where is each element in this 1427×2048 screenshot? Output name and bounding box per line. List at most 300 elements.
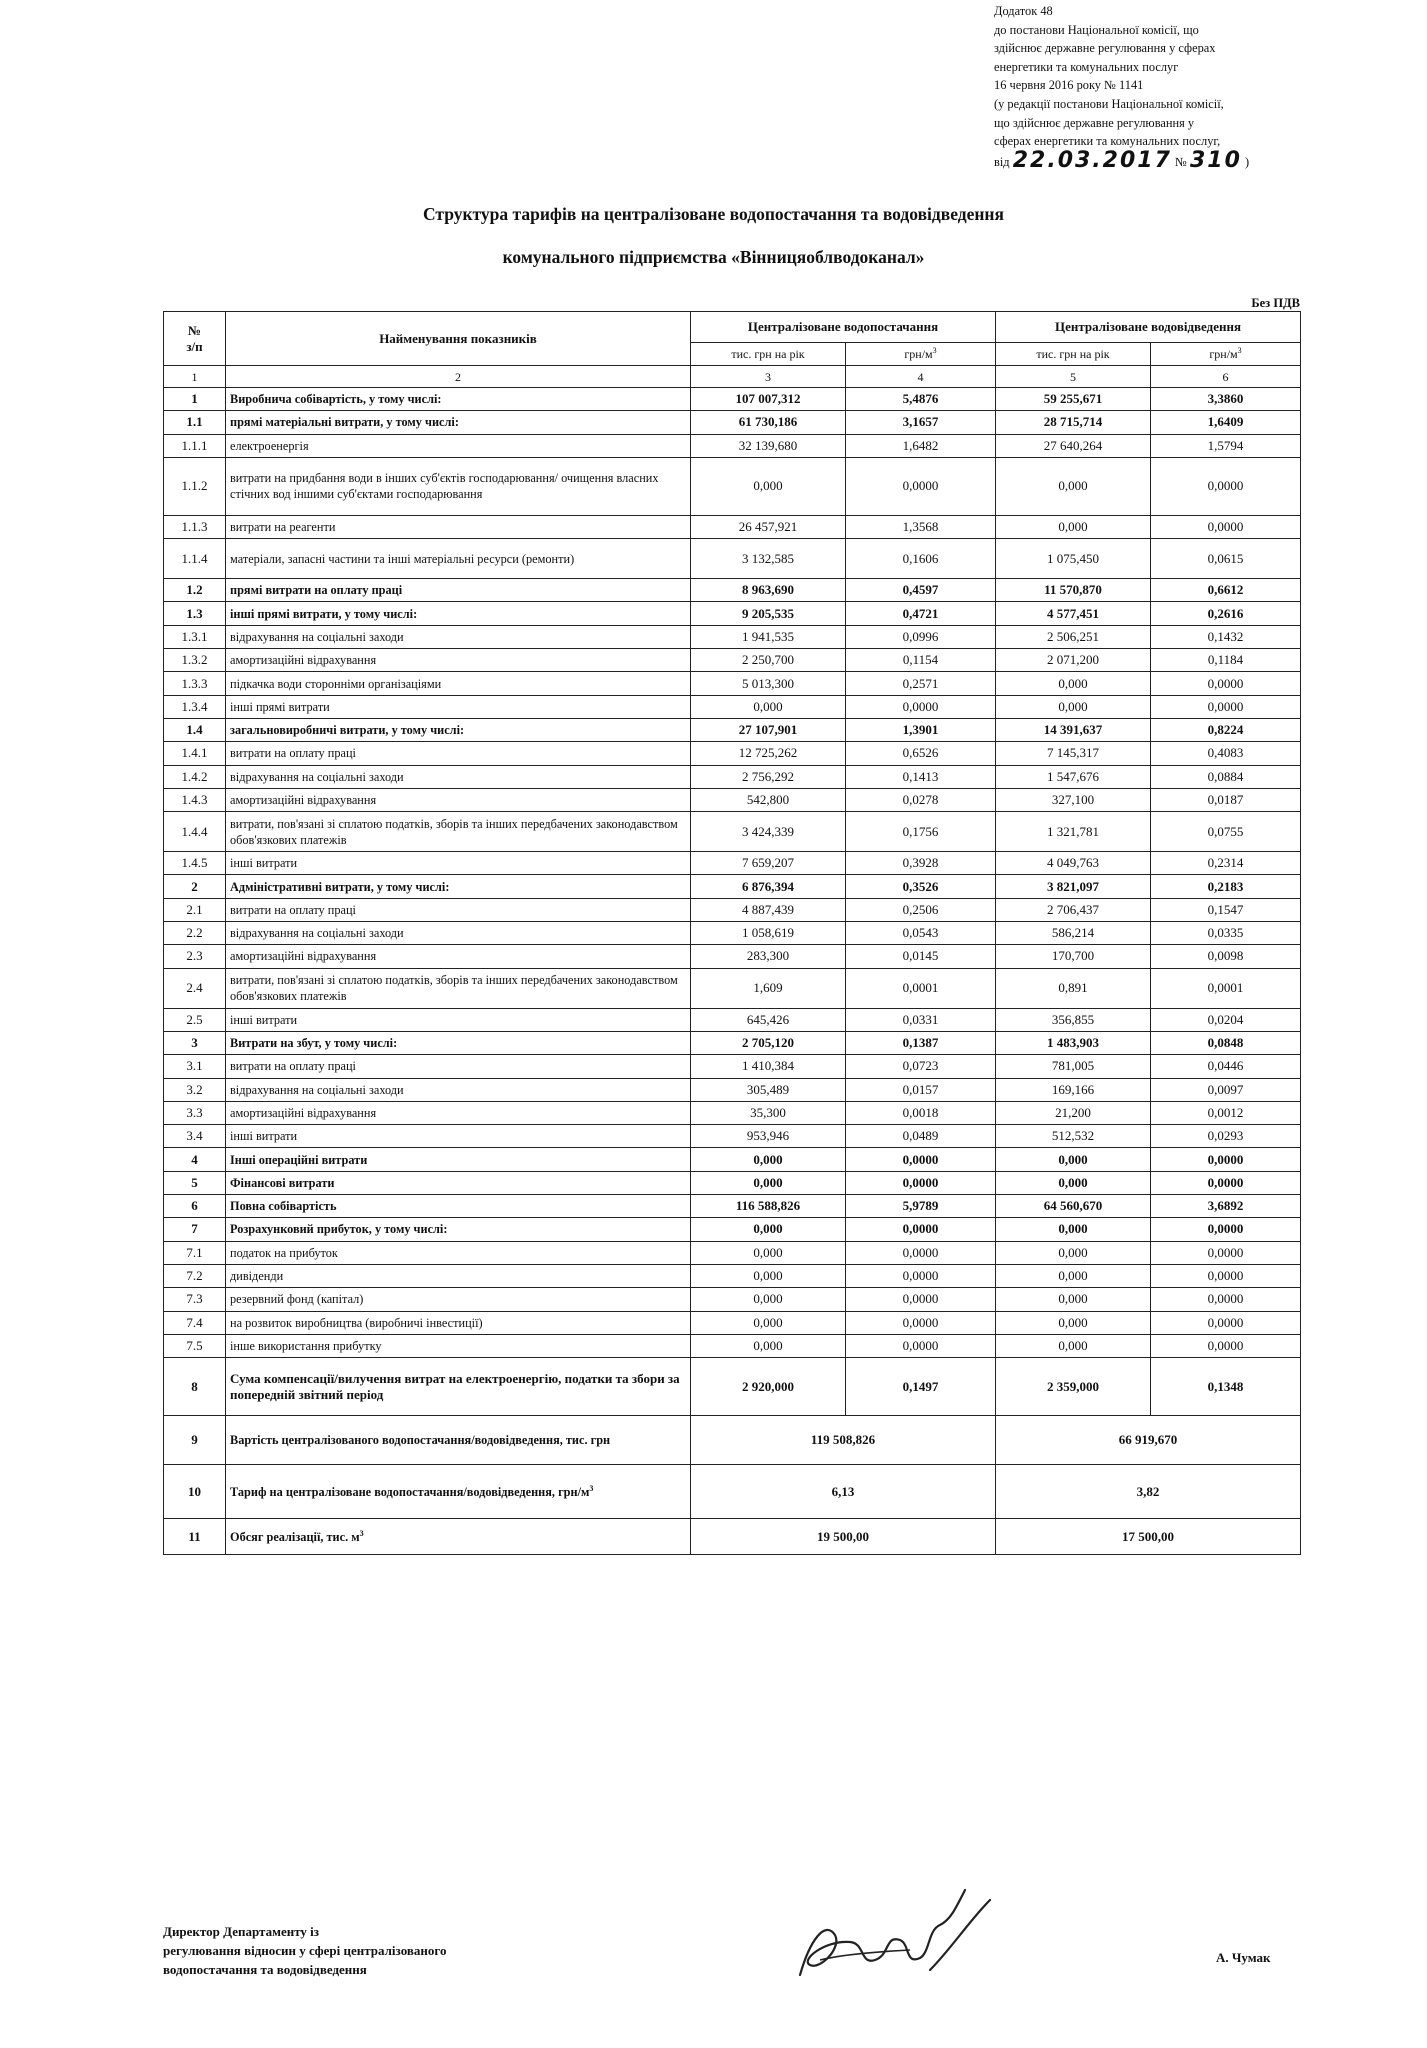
drain-thousand-value: 2 706,437 (996, 898, 1151, 921)
row-number: 10 (164, 1465, 226, 1519)
supply-per-m3-value: 0,4721 (846, 602, 996, 625)
drain-thousand-value: 0,000 (996, 457, 1151, 515)
drain-per-m3-value: 0,0000 (1151, 672, 1301, 695)
table-row-total-cost (164, 1416, 1301, 1465)
row-number: 6 (164, 1195, 226, 1218)
row-name: відрахування на соціальні заходи (226, 1078, 691, 1101)
supply-thousand-value: 283,300 (691, 945, 846, 968)
row-name: Тариф на централізоване водопостачання/водовідведення, грн/$м^3$ (226, 1465, 691, 1519)
drain-thousand-value: 4 049,763 (996, 852, 1151, 875)
row-name: витрати, пов'язані зі сплатою податків, зборів та інших передбачених законодавством обов'язкових платежів (226, 968, 691, 1008)
table-row (164, 1008, 1301, 1031)
drain-per-m3-value: 0,0000 (1151, 695, 1301, 718)
table-row (164, 539, 1301, 579)
row-number: 5 (164, 1171, 226, 1194)
row-number: 9 (164, 1416, 226, 1465)
table-row (164, 1171, 1301, 1194)
supply-thousand-value: 953,946 (691, 1125, 846, 1148)
table-row (164, 1311, 1301, 1334)
supply-per-m3-value: 1,3568 (846, 515, 996, 538)
supply-per-m3-value: 0,1756 (846, 812, 996, 852)
column-number: 4 (846, 366, 996, 388)
row-name: амортизаційні відрахування (226, 649, 691, 672)
supply-thousand-value: 3 132,585 (691, 539, 846, 579)
supply-thousand-value: 6 876,394 (691, 875, 846, 898)
drain-per-m3-value: 0,0098 (1151, 945, 1301, 968)
drain-per-m3-value: 0,8224 (1151, 718, 1301, 741)
row-name: амортизаційні відрахування (226, 945, 691, 968)
table-row (164, 742, 1301, 765)
drain-per-m3-value: 0,0755 (1151, 812, 1301, 852)
supply-per-m3-value: 0,1413 (846, 765, 996, 788)
signatory-line: регулювання відносин у сфері централізованого (163, 1943, 447, 1958)
amendment-date-line (994, 147, 1294, 173)
supply-per-m3-value: 0,0000 (846, 1334, 996, 1357)
drain-thousand-value: 0,000 (996, 1171, 1151, 1194)
supply-thousand-value: 7 659,207 (691, 852, 846, 875)
table-row (164, 1125, 1301, 1148)
drain-per-m3-value: 0,1547 (1151, 898, 1301, 921)
row-number: 1.1.4 (164, 539, 226, 579)
drain-per-m3-value: 0,0204 (1151, 1008, 1301, 1031)
handwritten-number: 310 (1189, 147, 1242, 173)
table-row (164, 625, 1301, 648)
drain-thousand-value: 7 145,317 (996, 742, 1151, 765)
supply-thousand-value: 4 887,439 (691, 898, 846, 921)
header-water-supply: Централізоване водопостачання (691, 312, 996, 343)
drain-thousand-value: 1 547,676 (996, 765, 1151, 788)
row-name: Вартість централізованого водопостачання/водовідведення, тис. грн (226, 1416, 691, 1465)
drain-per-m3-value: 0,2314 (1151, 852, 1301, 875)
drain-per-m3-value: 0,0000 (1151, 1288, 1301, 1311)
row-number: 1.4 (164, 718, 226, 741)
drain-per-m3-value: 3,3860 (1151, 388, 1301, 411)
signatory-title (163, 1922, 663, 1979)
supply-thousand-value: 35,300 (691, 1101, 846, 1124)
row-number: 7.5 (164, 1334, 226, 1357)
supply-thousand-value: 0,000 (691, 457, 846, 515)
row-name: інші витрати (226, 852, 691, 875)
row-name: прямі матеріальні витрати, у тому числі: (226, 411, 691, 434)
supply-per-m3-value: 0,1497 (846, 1358, 996, 1416)
document-title: Структура тарифів на централізоване водопостачання та водовідведення (423, 204, 1004, 224)
supply-per-m3-value: 0,0000 (846, 1148, 996, 1171)
drain-per-m3-value: 0,0000 (1151, 1264, 1301, 1287)
row-name: підкачка води сторонніми організаціями (226, 672, 691, 695)
supply-per-m3-value: 0,0018 (846, 1101, 996, 1124)
drain-per-m3-value: 0,0097 (1151, 1078, 1301, 1101)
drain-thousand-value: 0,000 (996, 1288, 1151, 1311)
supply-per-m3-value: 0,3526 (846, 875, 996, 898)
row-name: інші прямі витрати (226, 695, 691, 718)
drain-per-m3-value: 0,0446 (1151, 1055, 1301, 1078)
row-number: 3.3 (164, 1101, 226, 1124)
drain-thousand-value: 14 391,637 (996, 718, 1151, 741)
row-number: 1.1.1 (164, 434, 226, 457)
column-number: 3 (691, 366, 846, 388)
supply-thousand-value: 1 941,535 (691, 625, 846, 648)
table-row (164, 765, 1301, 788)
supply-thousand-value: 305,489 (691, 1078, 846, 1101)
drain-thousand-value: 327,100 (996, 788, 1151, 811)
row-number: 1.4.5 (164, 852, 226, 875)
supply-thousand-value: 0,000 (691, 1218, 846, 1241)
supply-per-m3-value: 0,0000 (846, 1264, 996, 1287)
signatory-name: А. Чумак (1216, 1950, 1271, 1965)
supply-thousand-value: 32 139,680 (691, 434, 846, 457)
supply-per-m3-value: 1,3901 (846, 718, 996, 741)
notice-line: енергетики та комунальних послуг (994, 59, 1179, 74)
row-name: витрати на придбання води в інших суб'єктів господарювання/ очищення власних стічних вод іншими суб'єктами господарювання (226, 457, 691, 515)
row-name: відрахування на соціальні заходи (226, 765, 691, 788)
supply-per-m3-value: 0,4597 (846, 579, 996, 602)
header-indicator-name: Найменування показників (226, 312, 691, 366)
drain-per-m3-value: 0,0000 (1151, 1311, 1301, 1334)
notice-line: до постанови Національної комісії, що (994, 22, 1199, 37)
row-name: резервний фонд (капітал) (226, 1288, 691, 1311)
row-number: 1.4.1 (164, 742, 226, 765)
column-number: 5 (996, 366, 1151, 388)
drain-per-m3-value: 0,0293 (1151, 1125, 1301, 1148)
row-number: 7.3 (164, 1288, 226, 1311)
row-name: відрахування на соціальні заходи (226, 625, 691, 648)
supply-thousand-value: 0,000 (691, 1288, 846, 1311)
table-row (164, 602, 1301, 625)
drain-per-m3-value: 0,0615 (1151, 539, 1301, 579)
drain-per-m3-value: 0,0000 (1151, 457, 1301, 515)
signatory-line: Директор Департаменту із (163, 1924, 319, 1939)
supply-thousand-value: 3 424,339 (691, 812, 846, 852)
header-drain-per-m3: грн/$м^3$ (1151, 343, 1301, 366)
drain-thousand-value: 1 321,781 (996, 812, 1151, 852)
drain-thousand-value: 64 560,670 (996, 1195, 1151, 1218)
drain-thousand-value: 1 483,903 (996, 1031, 1151, 1054)
table-row (164, 1148, 1301, 1171)
table-row (164, 1078, 1301, 1101)
table-row-sales-volume (164, 1519, 1301, 1555)
table-row-tariff (164, 1465, 1301, 1519)
closing-bracket: ) (1245, 154, 1250, 169)
header-supply-thousand-uah: тис. грн на рік (691, 343, 846, 366)
handwritten-date: 22.03.2017 (1012, 147, 1172, 173)
row-name: Повна собівартість (226, 1195, 691, 1218)
row-name: Обсяг реалізації, тис. $м^3$ (226, 1519, 691, 1555)
drain-per-m3-value: 1,5794 (1151, 434, 1301, 457)
row-number: 2.5 (164, 1008, 226, 1031)
drain-thousand-value: 512,532 (996, 1125, 1151, 1148)
row-number: 2.4 (164, 968, 226, 1008)
row-number: 1.1 (164, 411, 226, 434)
supply-thousand-value: 27 107,901 (691, 718, 846, 741)
drain-thousand-value: 21,200 (996, 1101, 1151, 1124)
drain-thousand-value: 27 640,264 (996, 434, 1151, 457)
drain-thousand-value: 0,000 (996, 1148, 1151, 1171)
appendix-notice (994, 2, 1294, 171)
supply-per-m3-value: 0,0543 (846, 922, 996, 945)
drain-per-m3-value: 0,0000 (1151, 1148, 1301, 1171)
drain-thousand-value: 0,000 (996, 1311, 1151, 1334)
row-name: витрати на оплату праці (226, 898, 691, 921)
supply-thousand-value: 5 013,300 (691, 672, 846, 695)
column-number: 6 (1151, 366, 1301, 388)
row-number: 7.1 (164, 1241, 226, 1264)
drain-thousand-value: 781,005 (996, 1055, 1151, 1078)
row-name: Інші операційні витрати (226, 1148, 691, 1171)
signatory-line: водопостачання та водовідведення (163, 1962, 367, 1977)
supply-thousand-value: 0,000 (691, 1171, 846, 1194)
table-row (164, 411, 1301, 434)
drain-per-m3-value: 0,0000 (1151, 515, 1301, 538)
supply-per-m3-value: 0,0157 (846, 1078, 996, 1101)
drain-per-m3-value: 0,6612 (1151, 579, 1301, 602)
supply-thousand-value: 2 250,700 (691, 649, 846, 672)
column-number-row (164, 366, 1301, 388)
supply-value: 119 508,826 (691, 1416, 996, 1465)
supply-thousand-value: 0,000 (691, 1264, 846, 1287)
row-name: електроенергія (226, 434, 691, 457)
header-number-sub: з/п (186, 338, 203, 354)
supply-thousand-value: 1,609 (691, 968, 846, 1008)
supply-thousand-value: 61 730,186 (691, 411, 846, 434)
supply-per-m3-value: 0,0145 (846, 945, 996, 968)
row-number: 1.3 (164, 602, 226, 625)
row-name: амортизаційні відрахування (226, 788, 691, 811)
row-number: 7 (164, 1218, 226, 1241)
supply-thousand-value: 107 007,312 (691, 388, 846, 411)
supply-thousand-value: 0,000 (691, 1241, 846, 1264)
row-name: інше використання прибутку (226, 1334, 691, 1357)
supply-per-m3-value: 3,1657 (846, 411, 996, 434)
supply-per-m3-value: 0,0000 (846, 1241, 996, 1264)
supply-per-m3-value: 0,3928 (846, 852, 996, 875)
drain-per-m3-value: 0,4083 (1151, 742, 1301, 765)
row-number: 1.1.3 (164, 515, 226, 538)
table-row (164, 875, 1301, 898)
supply-per-m3-value: 0,0000 (846, 457, 996, 515)
table-row (164, 388, 1301, 411)
drain-thousand-value: 11 570,870 (996, 579, 1151, 602)
table-row (164, 718, 1301, 741)
supply-per-m3-value: 5,4876 (846, 388, 996, 411)
drain-thousand-value: 586,214 (996, 922, 1151, 945)
supply-per-m3-value: 0,0000 (846, 1288, 996, 1311)
supply-per-m3-value: 0,0000 (846, 695, 996, 718)
drain-thousand-value: 0,000 (996, 1264, 1151, 1287)
supply-per-m3-value: 0,1606 (846, 539, 996, 579)
supply-thousand-value: 0,000 (691, 1148, 846, 1171)
drain-thousand-value: 170,700 (996, 945, 1151, 968)
table-row (164, 788, 1301, 811)
table-row (164, 672, 1301, 695)
handwritten-signature-icon (780, 1880, 1010, 2000)
drain-per-m3-value: 0,0000 (1151, 1334, 1301, 1357)
column-number: 2 (226, 366, 691, 388)
supply-per-m3-value: 0,0489 (846, 1125, 996, 1148)
row-name: Розрахунковий прибуток, у тому числі: (226, 1218, 691, 1241)
table-row (164, 1195, 1301, 1218)
supply-per-m3-value: 0,0723 (846, 1055, 996, 1078)
date-prefix: від (994, 154, 1010, 169)
row-number: 3 (164, 1031, 226, 1054)
row-number: 2 (164, 875, 226, 898)
supply-thousand-value: 2 920,000 (691, 1358, 846, 1416)
drain-thousand-value: 28 715,714 (996, 411, 1151, 434)
row-number: 1.2 (164, 579, 226, 602)
drain-thousand-value: 2 071,200 (996, 649, 1151, 672)
row-name: Виробнича собівартість, у тому числі: (226, 388, 691, 411)
drain-thousand-value: 1 075,450 (996, 539, 1151, 579)
supply-per-m3-value: 0,0278 (846, 788, 996, 811)
row-name: податок на прибуток (226, 1241, 691, 1264)
drain-thousand-value: 0,000 (996, 515, 1151, 538)
header-supply-per-m3: грн/$м^3$ (846, 343, 996, 366)
row-name: витрати на оплату праці (226, 1055, 691, 1078)
row-name: Фінансові витрати (226, 1171, 691, 1194)
drain-per-m3-value: 0,0012 (1151, 1101, 1301, 1124)
row-name: на розвиток виробництва (виробничі інвестиції) (226, 1311, 691, 1334)
table-row (164, 1031, 1301, 1054)
row-number: 1.3.4 (164, 695, 226, 718)
row-number: 4 (164, 1148, 226, 1171)
drain-per-m3-value: 0,0000 (1151, 1171, 1301, 1194)
supply-thousand-value: 116 588,826 (691, 1195, 846, 1218)
table-row (164, 968, 1301, 1008)
row-number: 1.3.3 (164, 672, 226, 695)
drain-thousand-value: 2 506,251 (996, 625, 1151, 648)
column-number: 1 (164, 366, 226, 388)
drain-per-m3-value: 0,0187 (1151, 788, 1301, 811)
row-number: 1.4.4 (164, 812, 226, 852)
row-name: інші прямі витрати, у тому числі: (226, 602, 691, 625)
supply-value: 6,13 (691, 1465, 996, 1519)
supply-per-m3-value: 0,0331 (846, 1008, 996, 1031)
table-row (164, 515, 1301, 538)
drain-per-m3-value: 0,2616 (1151, 602, 1301, 625)
row-number: 3.1 (164, 1055, 226, 1078)
supply-value: 19 500,00 (691, 1519, 996, 1555)
supply-per-m3-value: 0,1154 (846, 649, 996, 672)
drain-thousand-value: 169,166 (996, 1078, 1151, 1101)
table-row (164, 457, 1301, 515)
drain-value: 17 500,00 (996, 1519, 1301, 1555)
row-name: загальновиробничі витрати, у тому числі: (226, 718, 691, 741)
table-row (164, 1358, 1301, 1416)
header-water-drainage: Централізоване водовідведення (996, 312, 1301, 343)
row-number: 1.4.3 (164, 788, 226, 811)
table-row (164, 1264, 1301, 1287)
drain-thousand-value: 0,000 (996, 1241, 1151, 1264)
notice-line: сферах енергетики та комунальних послуг, (994, 134, 1221, 149)
row-number: 11 (164, 1519, 226, 1555)
row-number: 1.3.2 (164, 649, 226, 672)
table-row (164, 852, 1301, 875)
table-row (164, 695, 1301, 718)
table-row (164, 922, 1301, 945)
drain-thousand-value: 0,000 (996, 672, 1151, 695)
row-number: 2.3 (164, 945, 226, 968)
drain-thousand-value: 0,000 (996, 1218, 1151, 1241)
supply-per-m3-value: 0,0996 (846, 625, 996, 648)
table-row (164, 1101, 1301, 1124)
supply-per-m3-value: 0,1387 (846, 1031, 996, 1054)
drain-per-m3-value: 0,1432 (1151, 625, 1301, 648)
row-number: 8 (164, 1358, 226, 1416)
table-row (164, 649, 1301, 672)
row-number: 3.4 (164, 1125, 226, 1148)
drain-per-m3-value: 3,6892 (1151, 1195, 1301, 1218)
supply-per-m3-value: 0,0000 (846, 1171, 996, 1194)
drain-per-m3-value: 0,0848 (1151, 1031, 1301, 1054)
row-number: 1.3.1 (164, 625, 226, 648)
row-name: Адміністративні витрати, у тому числі: (226, 875, 691, 898)
row-name: інші витрати (226, 1125, 691, 1148)
supply-per-m3-value: 0,0000 (846, 1311, 996, 1334)
table-row (164, 1218, 1301, 1241)
row-name: витрати на оплату праці (226, 742, 691, 765)
row-number: 2.2 (164, 922, 226, 945)
supply-thousand-value: 542,800 (691, 788, 846, 811)
drain-thousand-value: 2 359,000 (996, 1358, 1151, 1416)
row-number: 3.2 (164, 1078, 226, 1101)
supply-per-m3-value: 0,2506 (846, 898, 996, 921)
drain-thousand-value: 0,891 (996, 968, 1151, 1008)
drain-per-m3-value: 0,0000 (1151, 1241, 1301, 1264)
table-row (164, 579, 1301, 602)
supply-thousand-value: 645,426 (691, 1008, 846, 1031)
supply-thousand-value: 8 963,690 (691, 579, 846, 602)
row-name: Сума компенсації/вилучення витрат на електроенергію, податки та збори за попередній звітний період (226, 1358, 691, 1416)
row-number: 2.1 (164, 898, 226, 921)
drain-thousand-value: 0,000 (996, 1334, 1151, 1357)
table-row (164, 434, 1301, 457)
row-number: 1.1.2 (164, 457, 226, 515)
supply-per-m3-value: 0,0000 (846, 1218, 996, 1241)
drain-per-m3-value: 0,2183 (1151, 875, 1301, 898)
notice-line: Додаток 48 (994, 4, 1053, 18)
row-name: витрати, пов'язані зі сплатою податків, зборів та інших передбачених законодавством обов'язкових платежів (226, 812, 691, 852)
supply-thousand-value: 2 705,120 (691, 1031, 846, 1054)
row-number: 7.4 (164, 1311, 226, 1334)
supply-per-m3-value: 5,9789 (846, 1195, 996, 1218)
supply-thousand-value: 1 410,384 (691, 1055, 846, 1078)
drain-per-m3-value: 0,1348 (1151, 1358, 1301, 1416)
drain-thousand-value: 59 255,671 (996, 388, 1151, 411)
row-name: інші витрати (226, 1008, 691, 1031)
table-row (164, 1334, 1301, 1357)
table-row (164, 1288, 1301, 1311)
supply-thousand-value: 0,000 (691, 695, 846, 718)
drain-thousand-value: 4 577,451 (996, 602, 1151, 625)
supply-per-m3-value: 1,6482 (846, 434, 996, 457)
row-name: витрати на реагенти (226, 515, 691, 538)
supply-thousand-value: 9 205,535 (691, 602, 846, 625)
row-number: 7.2 (164, 1264, 226, 1287)
number-prefix: № (1175, 154, 1187, 169)
header-number-sign: № (187, 322, 202, 338)
row-name: амортизаційні відрахування (226, 1101, 691, 1124)
table-row (164, 898, 1301, 921)
notice-line: що здійснює державне регулювання у (994, 115, 1195, 130)
supply-thousand-value: 0,000 (691, 1334, 846, 1357)
drain-per-m3-value: 0,1184 (1151, 649, 1301, 672)
supply-per-m3-value: 0,2571 (846, 672, 996, 695)
table-row (164, 1055, 1301, 1078)
drain-per-m3-value: 0,0000 (1151, 1218, 1301, 1241)
supply-per-m3-value: 0,0001 (846, 968, 996, 1008)
row-name: відрахування на соціальні заходи (226, 922, 691, 945)
row-name: матеріали, запасні частини та інші матеріальні ресурси (ремонти) (226, 539, 691, 579)
drain-thousand-value: 3 821,097 (996, 875, 1151, 898)
